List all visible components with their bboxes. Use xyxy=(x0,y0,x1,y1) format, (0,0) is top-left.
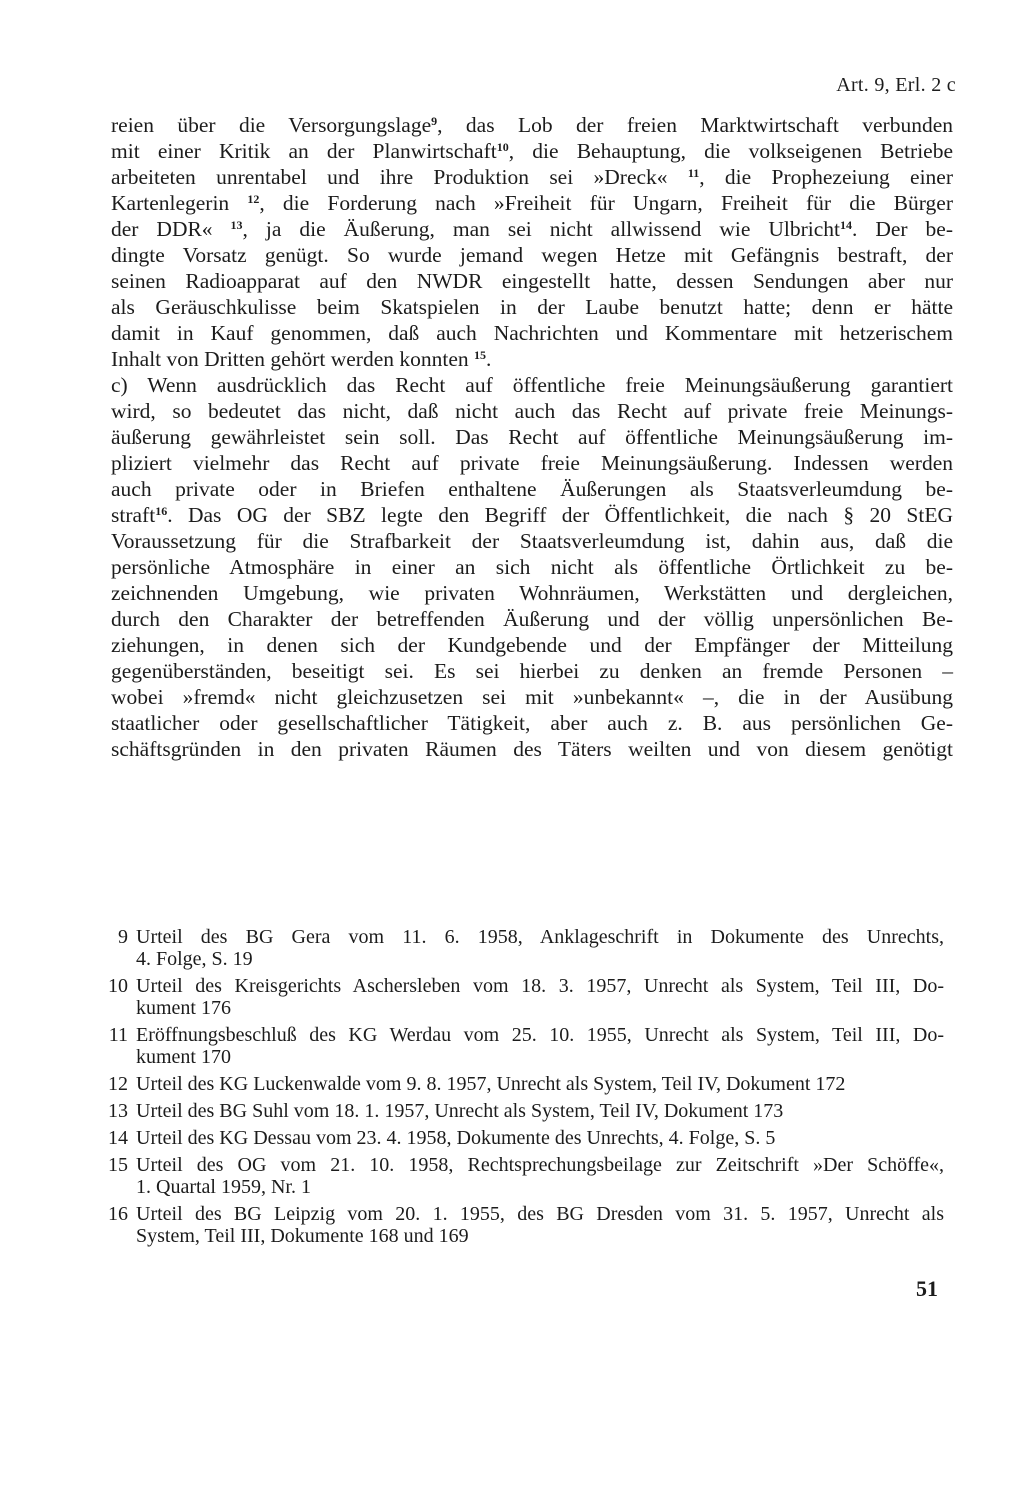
footnote-ref[interactable]: 10 xyxy=(496,140,509,154)
footnote-text: Urteil des KG Dessau vom 23. 4. 1958, Dokumente des Unrechts, 4. Folge, S. 5 xyxy=(136,1127,776,1149)
text-line: damit in Kauf genommen, daß auch Nachrichten und Kommentare mit hetzerischem xyxy=(111,321,953,345)
text-line: auch private oder in Briefen enthaltene Äußerungen als Staatsverleumdung be- xyxy=(111,477,953,501)
footnote xyxy=(102,926,944,970)
footnote-number: 12 xyxy=(108,1073,128,1095)
footnote-number: 15 xyxy=(108,1154,128,1176)
text-line: dingte Vorsatz genügt. So wurde jemand wegen Hetze mit Gefängnis bestraft, der xyxy=(111,243,953,267)
text-line: c) Wenn ausdrücklich das Recht auf öffentliche freie Meinungsäußerung garantiert xyxy=(111,373,953,397)
text-line: zeichnenden Umgebung, wie privaten Wohnräumen, Werkstätten und dergleichen, xyxy=(111,581,953,605)
footnote-text: kument 176 xyxy=(136,997,231,1019)
footnote-text: Eröffnungsbeschluß des KG Werdau vom 25. 10. 1955, Unrecht als System, Teil III, Do- xyxy=(136,1024,944,1046)
footnote-text: Urteil des BG Leipzig vom 20. 1. 1955, des BG Dresden vom 31. 5. 1957, Unrecht als xyxy=(136,1203,944,1225)
footnote-ref[interactable]: 15 xyxy=(474,348,487,362)
text-line: pliziert vielmehr das Recht auf private freie Meinungsäußerung. Indessen werden xyxy=(111,451,953,475)
footnote-ref[interactable]: 13 xyxy=(230,218,243,232)
footnote-ref[interactable]: 9 xyxy=(431,114,438,128)
text-line: persönliche Atmosphäre in einer an sich nicht als öffentliche Örtlichkeit zu be- xyxy=(111,555,953,579)
footnote xyxy=(102,1100,944,1122)
running-head: Art. 9, Erl. 2 c xyxy=(836,74,956,96)
footnote xyxy=(102,1024,944,1068)
footnote-number: 13 xyxy=(108,1100,128,1122)
footnote xyxy=(102,975,944,1019)
footnote-number: 14 xyxy=(108,1127,128,1149)
page-number: 51 xyxy=(916,1276,938,1301)
text-line: Inhalt von Dritten gehört werden konnten $^{15}$. xyxy=(111,347,492,371)
text-line: staatlicher oder gesellschaftlicher Tätigkeit, aber auch z. B. aus persönlichen Ge- xyxy=(111,711,953,735)
footnote-text: 4. Folge, S. 19 xyxy=(136,948,253,970)
text-line: ziehungen, in denen sich der Kundgebende und der Empfänger der Mitteilung xyxy=(111,633,953,657)
footnote-ref[interactable]: 11 xyxy=(687,166,700,180)
footnote-number: 9 xyxy=(118,926,128,948)
main-text xyxy=(111,112,953,762)
text-line: der DDR« $^{13}$, ja die Äußerung, man sei nicht allwissend wie Ulbricht$^{14}$. Der be- xyxy=(111,217,954,241)
footnote-ref[interactable]: 12 xyxy=(247,192,260,206)
text-line: durch den Charakter der betreffenden Äußerung und der völlig unpersönlichen Be- xyxy=(111,607,953,631)
footnote-number: 10 xyxy=(108,975,128,997)
text-line: als Geräuschkulisse beim Skatspielen in der Laube benutzt hatte; denn er hätte xyxy=(111,295,953,319)
text-line: straft$^{16}$. Das OG der SBZ legte den Begriff der Öffentlichkeit, die nach § 20 StEG xyxy=(111,503,953,527)
text-line: wobei »fremd« nicht gleichzusetzen sei mit »unbekannt« –, die in der Ausübung xyxy=(111,685,953,709)
footnote-text: Urteil des BG Gera vom 11. 6. 1958, Anklageschrift in Dokumente des Unrechts, xyxy=(136,926,944,948)
text-line: wird, so bedeutet das nicht, daß nicht auch das Recht auf private freie Meinungs- xyxy=(111,399,953,423)
footnote-ref[interactable]: 16 xyxy=(155,504,168,518)
footnote-number: 16 xyxy=(108,1203,128,1225)
footnote-text: Urteil des BG Suhl vom 18. 1. 1957, Unrecht als System, Teil IV, Dokument 173 xyxy=(136,1100,784,1122)
text-line: schäftsgründen in den privaten Räumen des Täters weilten und von diesem genötigt xyxy=(111,737,953,761)
footnote xyxy=(102,1073,944,1095)
text-line: mit einer Kritik an der Planwirtschaft$^{10}$, die Behauptung, die volkseigenen Betriebe xyxy=(111,139,954,163)
text-line: seinen Radioapparat auf den NWDR eingestellt hatte, dessen Sendungen aber nur xyxy=(111,269,953,293)
footnote-number: 11 xyxy=(108,1024,128,1046)
text-line: äußerung gewährleistet sein soll. Das Recht auf öffentliche Meinungsäußerung im- xyxy=(111,425,953,449)
text-line: Voraussetzung für die Strafbarkeit der Staatsverleumdung ist, dahin aus, daß die xyxy=(111,529,953,553)
footnote-text: Urteil des KG Luckenwalde vom 9. 8. 1957, Unrecht als System, Teil IV, Dokument 172 xyxy=(136,1073,846,1095)
text-line: reien über die Versorgungslage$^9$, das Lob der freien Marktwirtschaft verbunden xyxy=(111,113,953,137)
text-line: gegenüberständen, beseitigt sei. Es sei hierbei zu denken an fremde Personen – xyxy=(111,659,953,683)
footnote xyxy=(102,1127,944,1149)
footnotes xyxy=(102,926,944,1252)
footnote-ref[interactable]: 14 xyxy=(840,218,853,232)
footnote-text: System, Teil III, Dokumente 168 und 169 xyxy=(136,1225,469,1247)
footnote-text: kument 170 xyxy=(136,1046,231,1068)
footnote xyxy=(102,1203,944,1247)
footnote-text: 1. Quartal 1959, Nr. 1 xyxy=(136,1176,311,1198)
text-line: arbeiteten unrentabel und ihre Produktion sei »Dreck« $^{11}$, die Prophezeiung einer xyxy=(111,165,954,189)
text-line: Kartenlegerin $^{12}$, die Forderung nach »Freiheit für Ungarn, Freiheit für die Bürger xyxy=(111,191,954,215)
footnote-text: Urteil des OG vom 21. 10. 1958, Rechtsprechungsbeilage zur Zeitschrift »Der Schöffe«, xyxy=(136,1154,944,1176)
footnote xyxy=(102,1154,944,1198)
footnote-text: Urteil des Kreisgerichts Aschersleben vom 18. 3. 1957, Unrecht als System, Teil III, Do- xyxy=(136,975,944,997)
